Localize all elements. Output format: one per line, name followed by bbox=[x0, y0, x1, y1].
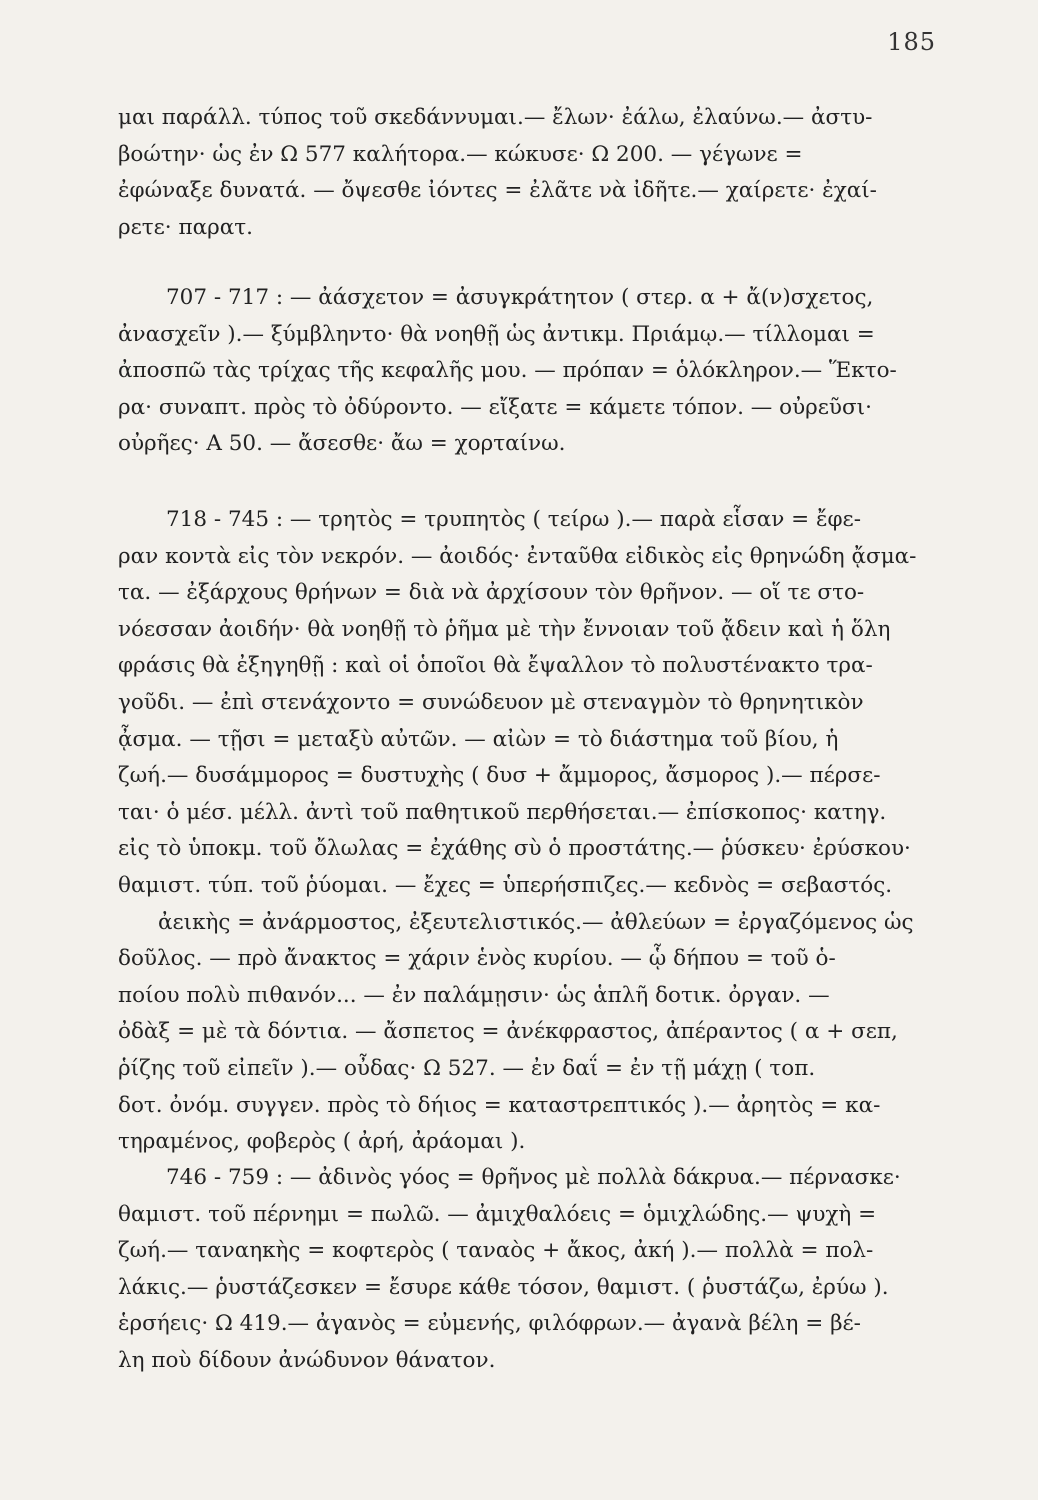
text-line: ποίου πολὺ πιθανόν... — ἐν παλάμῃσιν· ὡς ἁπλῆ δοτικ. ὀργαν. — bbox=[118, 982, 830, 1008]
text-line: ραν κοντὰ εἰς τὸν νεκρόν. — ἀοιδός· ἐνταῦθα εἰδικὸς εἰς θρηνώδη ᾄσμα- bbox=[118, 543, 917, 569]
section-intro bbox=[118, 100, 968, 246]
text-line: φράσις θὰ ἐξηγηθῇ : καὶ οἱ ὁποῖοι θὰ ἔψαλλον τὸ πολυστένακτο τρα- bbox=[118, 653, 873, 679]
text-line: θαμιστ. τοῦ πέρνημι = πωλῶ. — ἀμιχθαλόεις = ὁμιχλώδης.— ψυχὴ = bbox=[118, 1201, 877, 1227]
text-line: ρα· συναπτ. πρὸς τὸ ὀδύροντο. — εἴξατε = κάμετε τόπον. — οὐρεῦσι· bbox=[118, 394, 872, 420]
section-718-745 bbox=[118, 502, 968, 1161]
section-746-759 bbox=[118, 1160, 968, 1380]
text-line: θαμιστ. τύπ. τοῦ ῥύομαι. — ἔχες = ὑπερήσπιζες.— κεδνὸς = σεβαστός. bbox=[118, 872, 893, 898]
text-line: λάκις.— ῥυστάζεσκεν = ἔσυρε κάθε τόσον, θαμιστ. ( ῥυστάζω, ἐρύω ). bbox=[118, 1274, 889, 1300]
text-line: λη ποὺ δίδουν ἀνώδυνον θάνατον. bbox=[118, 1347, 496, 1373]
text-line: οὐρῆες· Α 50. — ἄσεσθε· ἄω = χορταίνω. bbox=[118, 431, 566, 457]
text-line: δοῦλος. — πρὸ ἄνακτος = χάριν ἑνὸς κυρίου. — ᾧ δήπου = τοῦ ὁ- bbox=[118, 946, 836, 972]
text-line: ζωή.— ταναηκὴς = κοφτερὸς ( ταναὸς + ἄκος, ἀκή ).— πολλὰ = πολ- bbox=[118, 1238, 874, 1264]
text-line: ἀνασχεῖν ).— ξύμβληντο· θὰ νοηθῇ ὡς ἀντικμ. Πριάμῳ.— τίλλομαι = bbox=[118, 321, 875, 347]
text-line: τα. — ἐξάρχους θρήνων = διὰ νὰ ἀρχίσουν τὸν θρῆνον. — οἵ τε στο- bbox=[118, 580, 865, 606]
text-line: δοτ. ὀνόμ. συγγεν. πρὸς τὸ δήιος = καταστρεπτικός ).— ἀρητὸς = κα- bbox=[118, 1092, 881, 1118]
text-line: ἐφώναξε δυνατά. — ὄψεσθε ἰόντες = ἐλᾶτε νὰ ἰδῆτε.— χαίρετε· ἐχαί- bbox=[118, 178, 877, 204]
text-line: ἀποσπῶ τὰς τρίχας τῆς κεφαλῆς μου. — πρόπαν = ὁλόκληρον.— Ἕκτο- bbox=[118, 358, 897, 384]
text-line: 707 - 717 : — ἀάσχετον = ἀσυγκράτητον ( στερ. α + ἄ(ν)σχετος, bbox=[166, 285, 874, 310]
text-line: ῥίζης τοῦ εἰπεῖν ).— οὖδας· Ω 527. — ἐν δαΐ = ἐν τῇ μάχῃ ( τοπ. bbox=[118, 1055, 816, 1081]
text-line: μαι παράλλ. τύπος τοῦ σκεδάννυμαι.— ἔλων· ἐάλω, ἐλαύνω.— ἀστυ- bbox=[118, 105, 873, 130]
text-line: 746 - 759 : — ἀδινὸς γόος = θρῆνος μὲ πολλὰ δάκρυα.— πέρνασκε· bbox=[166, 1165, 901, 1190]
text-line: εἰς τὸ ὑποκμ. τοῦ ὄλωλας = ἐχάθης σὺ ὁ προστάτης.— ῥύσκευ· ἐρύσκου· bbox=[118, 836, 911, 862]
text-line: ἀεικὴς = ἀνάρμοστος, ἐξευτελιστικός.— ἀθλεύων = ἐργαζόμενος ὡς bbox=[158, 909, 914, 935]
text-line: ται· ὁ μέσ. μέλλ. ἀντὶ τοῦ παθητικοῦ περθήσεται.— ἐπίσκοπος· κατηγ. bbox=[118, 799, 887, 825]
text-line: βοώτην· ὡς ἐν Ω 577 καλήτορα.— κώκυσε· Ω 200. — γέγωνε = bbox=[118, 141, 803, 167]
text-line: ὀδὰξ = μὲ τὰ δόντια. — ἄσπετος = ἀνέκφραστος, ἀπέραντος ( α + σεπ, bbox=[118, 1019, 898, 1045]
page-number: 185 bbox=[887, 28, 936, 56]
text-line: ἑρσήεις· Ω 419.— ἀγανὸς = εὐμενής, φιλόφρων.— ἀγανὰ βέλη = βέ- bbox=[118, 1311, 861, 1337]
text-line: τηραμένος, φοβερὸς ( ἀρή, ἀράομαι ). bbox=[118, 1129, 526, 1155]
text-line: ᾆσμα. — τῇσι = μεταξὺ αὐτῶν. — αἰὼν = τὸ διάστημα τοῦ βίου, ἡ bbox=[118, 726, 839, 752]
text-line: 718 - 745 : — τρητὸς = τρυπητὸς ( τείρω ).— παρὰ εἷσαν = ἔφε- bbox=[166, 507, 861, 532]
section-707-717 bbox=[118, 280, 968, 463]
text-line: γοῦδι. — ἐπὶ στενάχοντο = συνώδευον μὲ στεναγμὸν τὸ θρηνητικὸν bbox=[118, 689, 864, 715]
text-line: ρετε· παρατ. bbox=[118, 214, 254, 240]
text-line: νόεσσαν ἀοιδήν· θὰ νοηθῇ τὸ ῥῆμα μὲ τὴν ἔννοιαν τοῦ ᾄδειν καὶ ἡ ὅλη bbox=[118, 616, 891, 642]
text-line: ζωή.— δυσάμμορος = δυστυχὴς ( δυσ + ἄμμορος, ἄσμορος ).— πέρσε- bbox=[118, 763, 881, 789]
